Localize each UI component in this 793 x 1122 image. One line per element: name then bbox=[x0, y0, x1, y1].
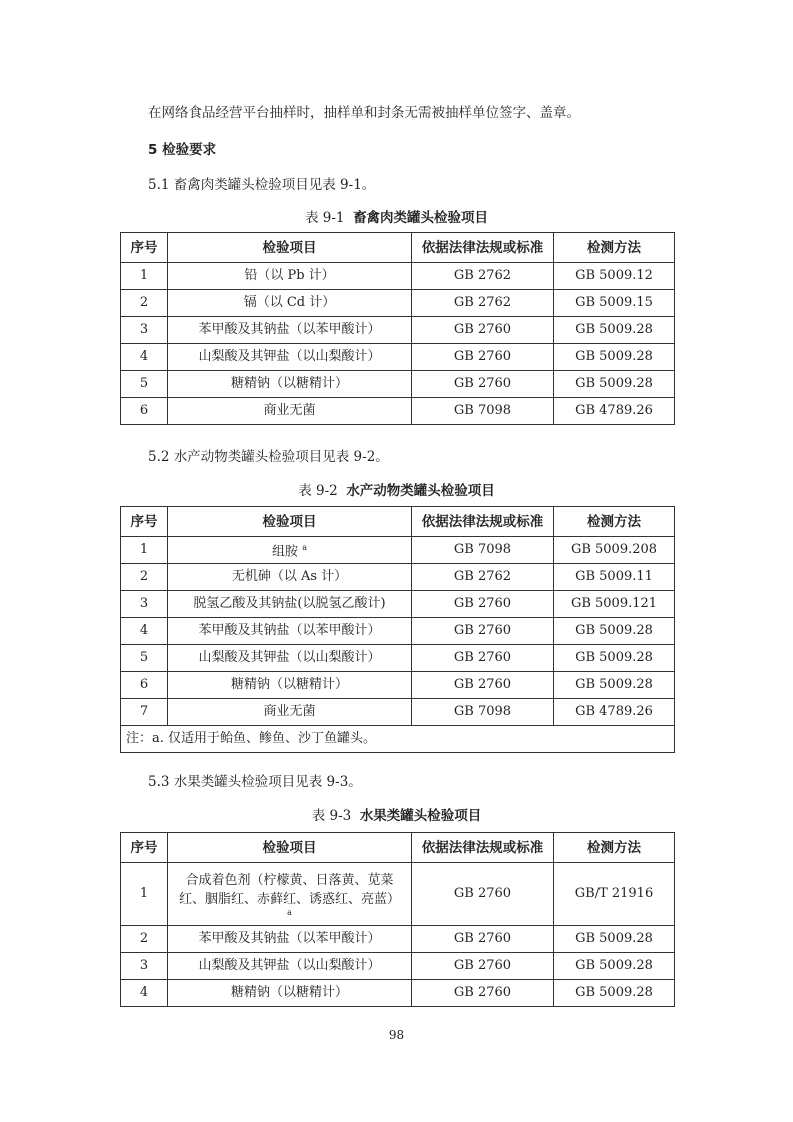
footnote-marker: a bbox=[287, 908, 292, 917]
cell-basis: GB 2760 bbox=[412, 863, 554, 926]
cell-item-line-1: 合成着色剂（柠檬黄、日落黄、苋菜 bbox=[185, 873, 394, 888]
table-9-3-caption bbox=[0, 804, 793, 824]
cell-seq: 4 bbox=[121, 980, 168, 1007]
table-row bbox=[121, 618, 675, 645]
header-method: 检测方法 bbox=[554, 507, 675, 537]
cell-method: GB 5009.28 bbox=[554, 926, 675, 953]
cell-basis: GB 2762 bbox=[412, 263, 554, 290]
table-row bbox=[121, 564, 675, 591]
table-row bbox=[121, 980, 675, 1007]
cell-basis: GB 2760 bbox=[412, 317, 554, 344]
table-row bbox=[121, 537, 675, 564]
cell-item: 糖精钠（以糖精计） bbox=[168, 371, 412, 398]
cell-item: 脱氢乙酸及其钠盐(以脱氢乙酸计) bbox=[168, 591, 412, 618]
header-seq: 序号 bbox=[121, 507, 168, 537]
table-note: 注：a. 仅适用于鲐鱼、鲹鱼、沙丁鱼罐头。 bbox=[121, 726, 675, 753]
cell-item: 山梨酸及其钾盐（以山梨酸计） bbox=[168, 645, 412, 672]
header-seq: 序号 bbox=[121, 833, 168, 863]
cell-item-text: 组胺 bbox=[272, 544, 299, 560]
caption-number: 表 9-2 bbox=[298, 483, 338, 499]
table-row bbox=[121, 953, 675, 980]
table-header-row bbox=[121, 233, 675, 263]
cell-basis: GB 2760 bbox=[412, 980, 554, 1007]
cell-seq: 5 bbox=[121, 371, 168, 398]
cell-basis: GB 2760 bbox=[412, 926, 554, 953]
cell-item: 苯甲酸及其钠盐（以苯甲酸计） bbox=[168, 317, 412, 344]
cell-seq: 6 bbox=[121, 398, 168, 425]
table-row bbox=[121, 344, 675, 371]
cell-method: GB 5009.28 bbox=[554, 371, 675, 398]
table-9-1 bbox=[120, 232, 675, 425]
cell-seq: 2 bbox=[121, 290, 168, 317]
caption-title: 畜禽肉类罐头检验项目 bbox=[353, 210, 489, 226]
cell-method: GB 4789.26 bbox=[554, 699, 675, 726]
cell-item: 商业无菌 bbox=[168, 398, 412, 425]
cell-basis: GB 2760 bbox=[412, 371, 554, 398]
header-basis: 依据法律法规或标准 bbox=[412, 233, 554, 263]
intro-paragraph: 在网络食品经营平台抽样时，抽样单和封条无需被抽样单位签字、盖章。 bbox=[148, 105, 580, 121]
cell-basis: GB 7098 bbox=[412, 398, 554, 425]
cell-seq: 3 bbox=[121, 317, 168, 344]
header-method: 检测方法 bbox=[554, 833, 675, 863]
table-header-row bbox=[121, 507, 675, 537]
cell-method: GB 5009.12 bbox=[554, 263, 675, 290]
cell-item: 铅（以 Pb 计） bbox=[168, 263, 412, 290]
table-9-2-caption bbox=[0, 479, 793, 499]
cell-method: GB 5009.208 bbox=[554, 537, 675, 564]
cell-seq: 3 bbox=[121, 591, 168, 618]
header-item: 检验项目 bbox=[168, 833, 412, 863]
cell-item bbox=[168, 537, 412, 564]
cell-seq: 1 bbox=[121, 863, 168, 926]
cell-item: 无机砷（以 As 计） bbox=[168, 564, 412, 591]
cell-method: GB 5009.28 bbox=[554, 672, 675, 699]
table-row bbox=[121, 591, 675, 618]
cell-seq: 4 bbox=[121, 344, 168, 371]
caption-title: 水产动物类罐头检验项目 bbox=[346, 483, 495, 499]
cell-item: 苯甲酸及其钠盐（以苯甲酸计） bbox=[168, 618, 412, 645]
cell-basis: GB 2760 bbox=[412, 344, 554, 371]
table-note-row bbox=[121, 726, 675, 753]
table-row bbox=[121, 699, 675, 726]
cell-item-line-2: 红、胭脂红、赤藓红、诱惑红、亮蓝） bbox=[178, 892, 400, 907]
cell-seq: 7 bbox=[121, 699, 168, 726]
cell-basis: GB 2760 bbox=[412, 618, 554, 645]
cell-item: 镉（以 Cd 计） bbox=[168, 290, 412, 317]
table-9-2 bbox=[120, 506, 675, 753]
table-9-3 bbox=[120, 832, 675, 1007]
cell-method: GB 5009.15 bbox=[554, 290, 675, 317]
header-basis: 依据法律法规或标准 bbox=[412, 833, 554, 863]
cell-seq: 6 bbox=[121, 672, 168, 699]
table-row bbox=[121, 926, 675, 953]
table-header-row bbox=[121, 833, 675, 863]
cell-method: GB 5009.28 bbox=[554, 317, 675, 344]
cell-item: 山梨酸及其钾盐（以山梨酸计） bbox=[168, 344, 412, 371]
table-row bbox=[121, 398, 675, 425]
cell-method: GB 4789.26 bbox=[554, 398, 675, 425]
cell-seq: 2 bbox=[121, 926, 168, 953]
table-9-1-caption bbox=[0, 206, 793, 226]
cell-item: 山梨酸及其钾盐（以山梨酸计） bbox=[168, 953, 412, 980]
header-method: 检测方法 bbox=[554, 233, 675, 263]
caption-number: 表 9-1 bbox=[304, 210, 345, 226]
cell-seq: 5 bbox=[121, 645, 168, 672]
cell-item bbox=[168, 863, 412, 926]
cell-basis: GB 2760 bbox=[412, 672, 554, 699]
table-row bbox=[121, 290, 675, 317]
cell-item: 商业无菌 bbox=[168, 699, 412, 726]
table-row bbox=[121, 645, 675, 672]
table-row bbox=[121, 263, 675, 290]
cell-basis: GB 2762 bbox=[412, 290, 554, 317]
footnote-marker: a bbox=[302, 542, 307, 552]
subsection-5-2: 5.2 水产动物类罐头检验项目见表 9-2。 bbox=[148, 449, 389, 465]
cell-seq: 4 bbox=[121, 618, 168, 645]
subsection-5-1: 5.1 畜禽肉类罐头检验项目见表 9-1。 bbox=[148, 177, 376, 193]
table-row bbox=[121, 863, 675, 926]
section-heading: 5 检验要求 bbox=[148, 142, 217, 158]
cell-item: 糖精钠（以糖精计） bbox=[168, 980, 412, 1007]
cell-seq: 1 bbox=[121, 263, 168, 290]
cell-method: GB/T 21916 bbox=[554, 863, 675, 926]
table-row bbox=[121, 371, 675, 398]
page-number: 98 bbox=[388, 1028, 405, 1042]
cell-method: GB 5009.11 bbox=[554, 564, 675, 591]
cell-basis: GB 7098 bbox=[412, 537, 554, 564]
cell-basis: GB 2760 bbox=[412, 591, 554, 618]
cell-method: GB 5009.121 bbox=[554, 591, 675, 618]
cell-item: 苯甲酸及其钠盐（以苯甲酸计） bbox=[168, 926, 412, 953]
cell-basis: GB 2760 bbox=[412, 645, 554, 672]
cell-method: GB 5009.28 bbox=[554, 645, 675, 672]
table-row bbox=[121, 317, 675, 344]
caption-number: 表 9-3 bbox=[311, 808, 352, 824]
subsection-5-3: 5.3 水果类罐头检验项目见表 9-3。 bbox=[148, 774, 362, 790]
header-basis: 依据法律法规或标准 bbox=[412, 507, 554, 537]
cell-basis: GB 2760 bbox=[412, 953, 554, 980]
caption-title: 水果类罐头检验项目 bbox=[359, 808, 482, 824]
cell-item: 糖精钠（以糖精计） bbox=[168, 672, 412, 699]
cell-method: GB 5009.28 bbox=[554, 618, 675, 645]
header-item: 检验项目 bbox=[168, 233, 412, 263]
table-row bbox=[121, 672, 675, 699]
cell-basis: GB 2762 bbox=[412, 564, 554, 591]
cell-seq: 1 bbox=[121, 537, 168, 564]
cell-method: GB 5009.28 bbox=[554, 953, 675, 980]
cell-seq: 2 bbox=[121, 564, 168, 591]
header-seq: 序号 bbox=[121, 233, 168, 263]
header-item: 检验项目 bbox=[168, 507, 412, 537]
cell-method: GB 5009.28 bbox=[554, 344, 675, 371]
cell-method: GB 5009.28 bbox=[554, 980, 675, 1007]
cell-seq: 3 bbox=[121, 953, 168, 980]
cell-basis: GB 7098 bbox=[412, 699, 554, 726]
